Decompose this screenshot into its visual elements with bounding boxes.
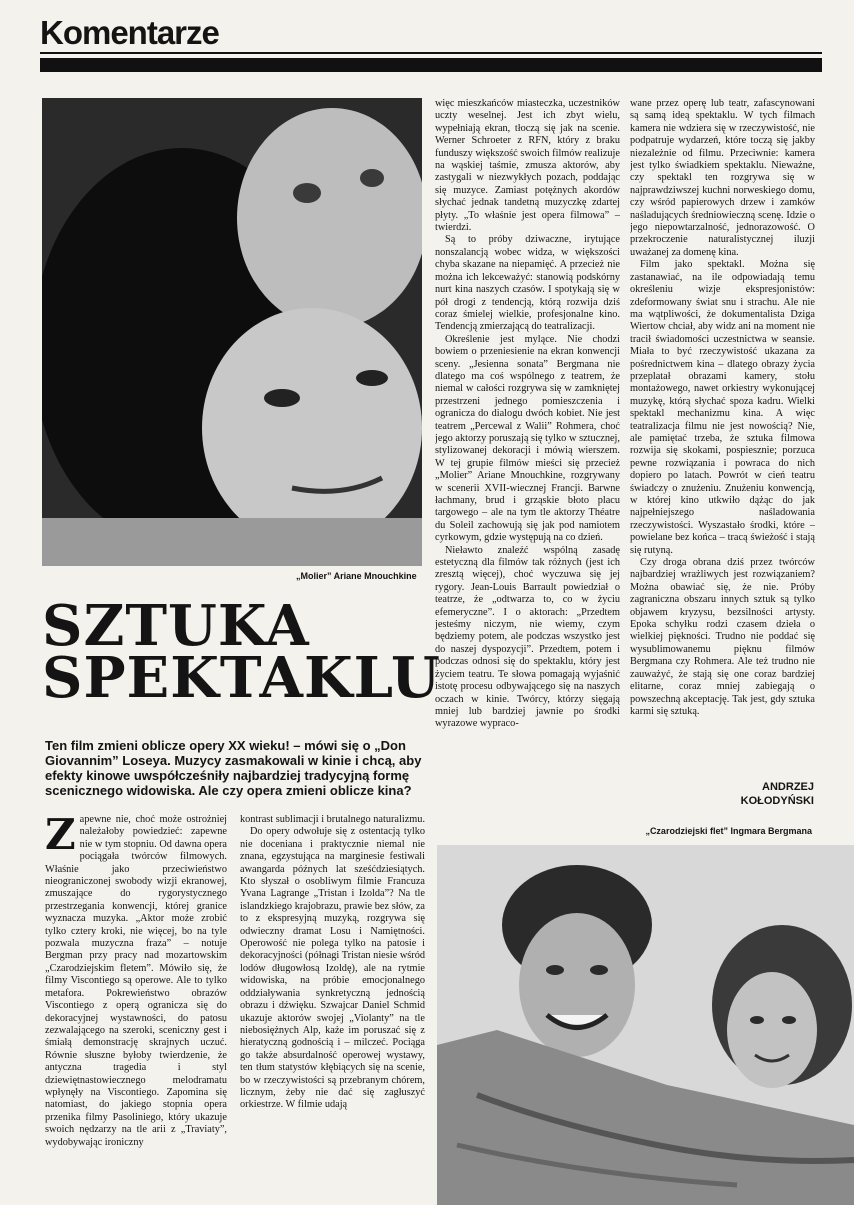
article-column-4 (630, 98, 815, 774)
headline-line-1: SZTUKA (42, 593, 310, 659)
article-paragraph: kontrast sublimacji i brutalnego naturalizmu. (240, 814, 425, 825)
article-column-2 (240, 814, 425, 1204)
article-column-1 (45, 814, 227, 1204)
article-paragraph: Określenie jest mylące. Nie chodzi bowiem o przeniesienie na ekran konwencji sceny. „Jesienna sonata” Bergmana nie dlatego ma coś wspólnego z teatrem, że niemal w całości rozgrywa się w zamkniętej przestrzeni jednego pomieszczenia i ogranicza do dialogu dwóch kobiet. Nie jest teatrem „Percewal z Walii” Rohmera, choć jego aktorzy poruszają się tylko w sztucznej, stylizowanej dekoracji i mówią wierszem. W tej grupie filmów mieści się przecież „Molier” Ariane Mnouchkine, rozgrywany w scenerii XVII-wiecznej Francji. Barwne łachmany, brud i grząskie błoto placu targowego – ale na tym tle aktorzy Théatre du Soleil zachowują się jak pod namiotem cyrkowym, gdzie występują na co dzień. (435, 333, 620, 544)
article-column-3 (435, 98, 620, 808)
molier-photo (42, 98, 422, 566)
article-paragraph: Film jako spektakl. Można się zastanawiać, na ile odpowiadają temu określeniu wizje ekspresjonistów: zdeformowany świat snu i strachu. Ale nie ma wątpliwości, że dokumentalista Dziga Wiertow chciał, aby widz ani na moment nie tracił świadomości uczestnictwa w seansie. Miała to być rzeczywistość ukazana za pośrednictwem kina – dlatego obrazy życia przeplatał obrazami kamery, stołu montażowego, nawet orkiestry wykonującej muzykę, którą słychać spoza kadru. Wielki spektakl mechanizmu kina. A więc teatralizacja filmu nie jest nowością? Nie, ale pamiętać trzeba, że sztuka filmowa rozwija się skokami, pospiesznie; porzuca pewne rozwiązania i powraca do nich dopiero po latach. Powrót w cień teatru świadczy o znużeniu. Znużeniu konwencją, w której kino utkwiło dążąc do jak najpełniejszego naśladowania rzeczywistości. Wyszastało środki, które – powielane bez końca – tracą świeżość i stają się rutyną. (630, 259, 815, 556)
header-rule-thin (40, 52, 822, 54)
article-paragraph: apewne nie, choć może ostrożniej należałoby powiedzieć: zapewne nie w tym stopniu. Od dawna opera pociągała twórców filmowych. Właśnie jako przeciwieństwo nieograniczonej swobody wizji ekranowej, zmuszające do rygorystycznego przestrzegania konwencji, której granice wyznacza muzyka. „Aktor może zrobić tylko cztery kroki, nie więcej, bo na tyle pozwala muzyczna fraza” – notuje Bergman przy pracy nad mozartowskim „Czarodziejskim fletem”. Mówiło się, że filmy Viscontiego są operowe. Ale to tylko metafora. Pokrewieństwo obrazów Viscontiego z operą ogranicza się do dekoracyjnej wystawności, do patosu zezwalającego na szeroki, sceniczny gest i śmiałą demonstrację skrajnych uczuć. Równie słuszne byłoby twierdzenie, że antyczna tragedia i styl dziewiętnastowiecznego melodramatu wpłynęły na Viscontiego. Zapomina się natomiast, do jakiego stopnia opera przenika filmy Pasoliniego, który ukazuje swoich nędzarzy na tle arii z „Traviaty”, wydobywając ironiczny (45, 814, 227, 1148)
headline-line-2: SPEKTAKLU (42, 645, 441, 711)
dropcap: Z (45, 814, 76, 859)
headline (42, 593, 441, 711)
article-paragraph: wane przez operę lub teatr, zafascynowani są samą ideą spektaklu. W tych filmach kamera nie wdziera się w rzeczywistość, nie podpatruje wydarzeń, które toczą się jakby niezależnie od filmu. Przeciwnie: kamera jest tylko świadkiem spektaklu. Nieważne, czy spektakl ten rozgrywa się w najprawdziwszej kuchni norweskiego domu, czy wśród papierowych drzew i zamków naśladujących średniowieczną scenę. Idzie o jego niepowtarzalność, jednorazowość. O przekroczenie naturalistycznej iluzji uważanej za domenę kina. (630, 98, 815, 258)
article-paragraph: więc mieszkańców miasteczka, uczestników uczty weselnej. Jest ich zbyt wielu, wypełniają ekran, tłoczą się jak na scenie. Werner Schroeter z RFN, który z braku funduszy większość swoich filmów realizuje na wąskiej taśmie, zmusza aktorów, aby zastygali w niezwykłych pozach, poddając się muzyce. Zamiast potężnych akordów słychać jednak tandetną muzyczkę zdartej płyty. „To właśnie jest opera filmowa” – twierdzi. (435, 98, 620, 234)
header-rule-thick (40, 58, 822, 72)
section-title: Komentarze (40, 14, 219, 51)
article-paragraph: Są to próby dziwaczne, irytujące nonszalancją wobec widza, w większości chyba skazane na niepamięć. A przecież nie można ich lekceważyć: stanowią podskórny nurt kina naszych czasów. I spotykają się w pół drogi z tendencją, którą rozwija dziś coraz śmielej wielkie, profesjonalne kino. Tendencją zmierzającą do teatralizacji. (435, 234, 620, 333)
article-paragraph: Do opery odwołuje się z ostentacją tylko nie doceniana i praktycznie niemal nie znana, egzystująca na marginesie festiwali awangarda późnych lat sześćdziesiątych. Kto słyszał o osobliwym filmie Francuza Yvana Lagrange „Tristan i Izolda”? Na tle islandzkiego krajobrazu, prawie bez słów, za to z ekspresyjną muzyką, rozgrywa się odwieczny dramat Losu i Namiętności. Operowość nie polega tylko na patosie i dekoracyjności (półnagi Tristan niesie wśród lodów długowłosą Izoldę), ale na rytmie widowiska, na próbie emocjonalnego oddziaływania synkretyczną jednością obrazu i dźwięku. Szwajcar Daniel Schmid ukazuje aktorów swojej „Violanty” na tle niebosiężnych Alp, każe im poruszać się z hieratyczną godnością i – milczeć. Pociąga go także absurdalność operowej wystawy, ten tłum statystów kłębiących się na scenie, bo w rzeczywistości są przebranym chórem, licznym, żeby nie dać się zagłuszyć orkiestrze. W filmie udają (240, 826, 425, 1111)
flet-photo (437, 845, 854, 1205)
molier-caption: „Molier” Ariane Mnouchkine (296, 571, 417, 581)
molier-photo-art (42, 98, 422, 566)
author-byline (741, 780, 814, 808)
flet-photo-art (437, 845, 854, 1205)
article-paragraph: Czy droga obrana dziś przez twórców najbardziej wrażliwych jest rozwiązaniem? Można obawiać się, że nie. Próby zagraniczna obszaru innych sztuk są tylko objawem kryzysu, bezsilności artysty. Epoka schyłku rodzi czasem dzieła o wielkiej piękności. Trudno nie poddać się wysublimowanemu pięknu filmów Bergmana czy Rohmera. Ale też trudno nie zauważyć, że stają się one coraz bardziej elitarne, coraz mniej zabiegają o powszechną akceptację. Tak jest, gdy sztuka karmi się sztuką. (630, 557, 815, 717)
author-first-name: ANDRZEJ (762, 781, 814, 793)
flet-caption: „Czarodziejski flet” Ingmara Bergmana (645, 826, 812, 836)
author-last-name: KOŁODYŃSKI (740, 795, 814, 807)
lead-paragraph: Ten film zmieni oblicze opery XX wieku! – mówi się o „Don Giovannim” Loseya. Muzycy zasmakowali w kinie i chcą, aby efekty kinowe uwspółcześniły najbardziej tradycyjną formę scenicznego widowiska. Ale czy opera zmieni oblicze kina? (45, 738, 422, 798)
article-paragraph: Nieławto znaleźć wspólną zasadę estetyczną dla filmów tak różnych (jest ich zresztą więcej), choć wyczuwa się jej rygory. Jean-Louis Barrault powiedział o teatrze, że „odtwarza to, co w życiu efemeryczne”. I o aktorach: „Przedtem jesteśmy niczym, nie wiemy, czym będziemy potem, ale podczas wszystko jest do naszej dyspozycji”. Przedtem, potem i podczas odnosi się do spektaklu, który jest życiem teatru. Te słowa pomagają wyjaśnić istotę procesu odbywającego się na naszych oczach w kinie. Twórcy, którzy sięgają mniej lub bardziej jawnie po środki wyrazowe wypraco- (435, 544, 620, 730)
